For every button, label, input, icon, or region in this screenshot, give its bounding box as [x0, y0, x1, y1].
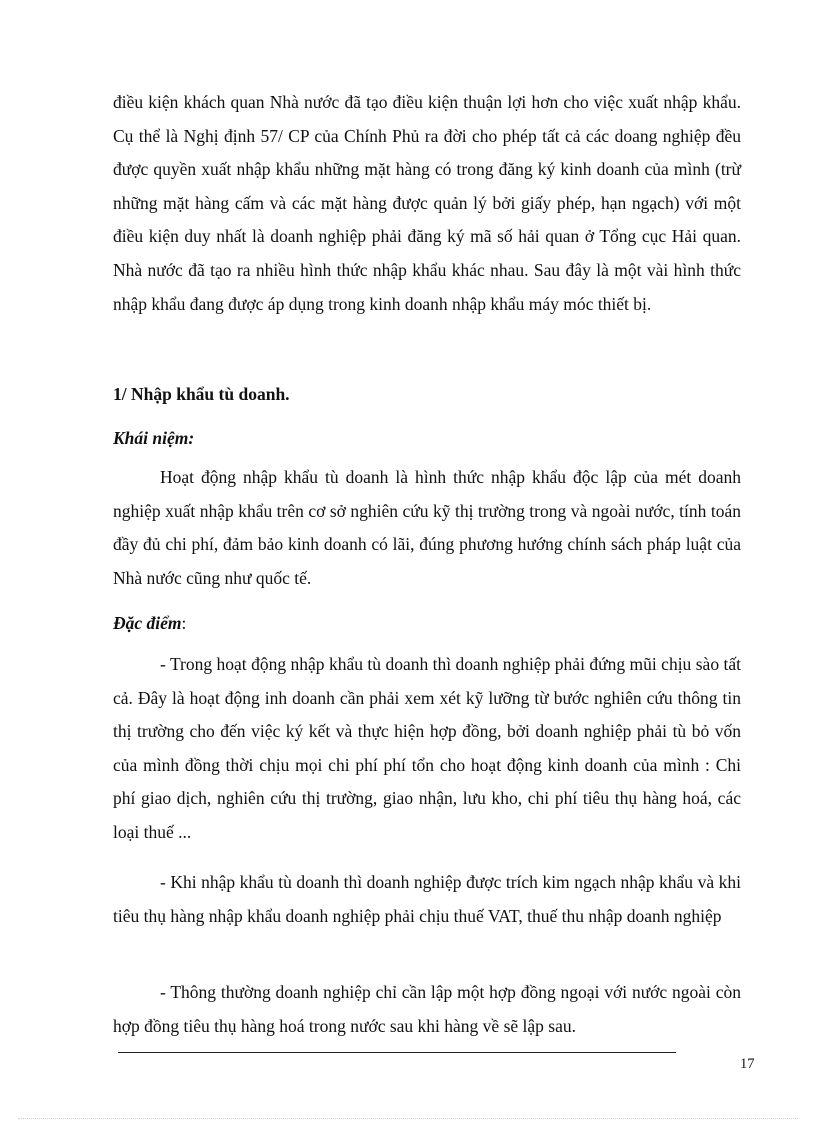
concept-heading-block [113, 426, 741, 450]
feature-paragraph-1-block [113, 648, 741, 850]
concept-heading: Khái niệm: [113, 428, 195, 448]
footer-rule [118, 1052, 676, 1053]
intro-paragraph: điều kiện khách quan Nhà nước đã tạo điều kiện thuận lợi hơn cho việc xuất nhập khẩu. Cụ thể là Nghị định 57/ CP của Chính Phủ ra đời cho phép tất cả các doang nghiệp đều được quyền xuất nhập khẩu những mặt hàng có trong đăng ký kinh doanh của mình (trừ những mặt hàng cấm và các mặt hàng được quản lý bởi giấy phép, hạn ngạch) với một điều kiện duy nhất là doanh nghiệp phải đăng ký mã số hải quan ở Tổng cục Hải quan. Nhà nước đã tạo ra nhiều hình thức nhập khẩu khác nhau. Sau đây là một vài hình thức nhập khẩu đang được áp dụng trong kinh doanh nhập khẩu máy móc thiết bị. [113, 92, 741, 314]
features-heading-colon: : [181, 613, 187, 633]
page-number: 17 [740, 1056, 755, 1072]
section-heading: 1/ Nhập khẩu tù doanh. [113, 384, 290, 404]
section-heading-block [113, 382, 741, 406]
features-heading [113, 611, 741, 635]
feature-paragraph-1: - Trong hoạt động nhập khẩu tù doanh thì doanh nghiệp phải đứng mũi chịu sào tất cả. Đây là hoạt động inh doanh cần phải xem xét kỹ lưỡng từ bước nghiên cứu thông tin thị trường cho đến việc ký kết và thực hiện hợp đồng, bởi doanh nghiệp phải tù bỏ vốn của mình đồng thời chịu mọi chi phí phí tổn cho hoạt động kinh doanh của mình : Chi phí giao dịch, nghiên cứu thị trường, giao nhận, lưu kho, chi phí tiêu thụ hàng hoá, các loại thuế ... [113, 654, 741, 842]
feature-paragraph-2-block [113, 866, 741, 933]
features-heading-text: Đặc điểm [113, 613, 182, 633]
feature-paragraph-3-block [113, 976, 741, 1043]
features-heading-block [113, 611, 741, 635]
intro-paragraph-block [113, 86, 741, 321]
feature-paragraph-2: - Khi nhập khẩu tù doanh thì doanh nghiệp được trích kim ngạch nhập khẩu và khi tiêu thụ hàng nhập khẩu doanh nghiệp phải chịu thuế VAT, thuế thu nhập doanh nghiệp [113, 872, 741, 926]
concept-paragraph-block [113, 461, 741, 595]
page-bottom-dotted-border [18, 1118, 798, 1119]
feature-paragraph-3: - Thông thường doanh nghiệp chỉ cần lập một hợp đồng ngoại với nước ngoài còn hợp đồng tiêu thụ hàng hoá trong nước sau khi hàng về sẽ lập sau. [113, 982, 741, 1036]
concept-paragraph: Hoạt động nhập khẩu tù doanh là hình thức nhập khẩu độc lập của mét doanh nghiệp xuất nhập khẩu trên cơ sở nghiên cứu kỹ thị trường trong và ngoài nước, tính toán đầy đủ chi phí, đảm bảo kinh doanh có lãi, đúng phương hướng chính sách pháp luật của Nhà nước cũng như quốc tế. [113, 467, 741, 588]
